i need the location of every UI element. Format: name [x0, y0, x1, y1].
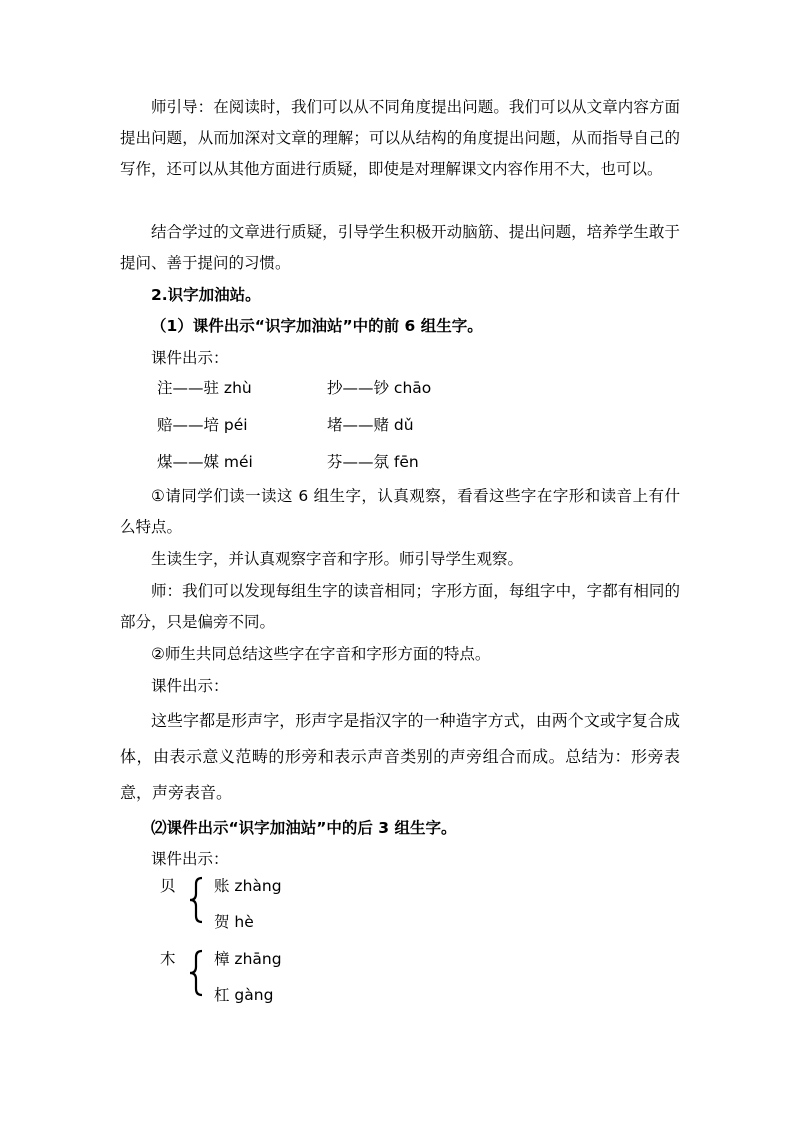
radical-item: 杠 gàng [214, 986, 274, 1004]
courseware-label-2: 课件出示： [151, 677, 229, 695]
subheading-first-six-groups: （1）课件出示“识字加油站”中的前 6 组生字。 [151, 317, 483, 335]
paragraph-teacher-guidance: 师引导：在阅读时，我们可以从不同角度提出问题。我们可以从文章内容方面提出问题，从而加深对文章的理解；可以从结构的角度提出问题，从而指导自己的写作，还可以从其他方面进行质疑，即使是对理解课文内容作用不大，也可以。 [120, 98, 680, 178]
subheading-last-three-groups: ⑵课件出示“识字加油站”中的后 3 组生字。 [151, 819, 457, 837]
question-2: ②师生共同总结这些字在字音和字形方面的特点。 [151, 645, 491, 663]
brace-icon [188, 876, 204, 924]
radical-label: 贝 [160, 877, 176, 895]
courseware-label-1: 课件出示： [151, 349, 229, 367]
radical-item: 樟 zhāng [214, 950, 282, 968]
char-pair-left: 煤——媒 méi [157, 453, 253, 471]
section-heading-literacy: 2.识字加油站。 [151, 286, 261, 304]
brace-icon [188, 949, 204, 997]
paragraph-questioning: 结合学过的文章进行质疑，引导学生积极开动脑筋、提出问题，培养学生敢于提问、善于提问的习惯。 [120, 223, 680, 272]
char-pair-right: 堵——赌 dǔ [327, 416, 414, 434]
teacher-finding: 师：我们可以发现每组生字的读音相同；字形方面，每组字中，字都有相同的部分，只是偏旁不同。 [120, 582, 680, 631]
question-1: ①请同学们读一读这 6 组生字，认真观察，看看这些字在字形和读音上有什么特点。 [120, 487, 680, 536]
radical-item: 贺 hè [214, 913, 254, 931]
char-pair-right: 抄——钞 chāo [327, 379, 432, 397]
students-read: 生读生字，并认真观察字音和字形。师引导学生观察。 [151, 550, 524, 568]
char-pair-left: 注——驻 zhù [157, 379, 252, 397]
radical-item: 账 zhàng [214, 877, 282, 895]
courseware-label-3: 课件出示： [151, 850, 229, 868]
summary-phonetic-compounds: 这些字都是形声字，形声字是指汉字的一种造字方式，由两个文或字复合成体，由表示意义范畴的形旁和表示声音类别的声旁组合而成。总结为：形旁表意，声旁表音。 [120, 711, 680, 802]
char-pair-left: 赔——培 péi [157, 416, 248, 434]
radical-label: 木 [160, 950, 176, 968]
char-pair-right: 芬——氛 fēn [327, 453, 419, 471]
